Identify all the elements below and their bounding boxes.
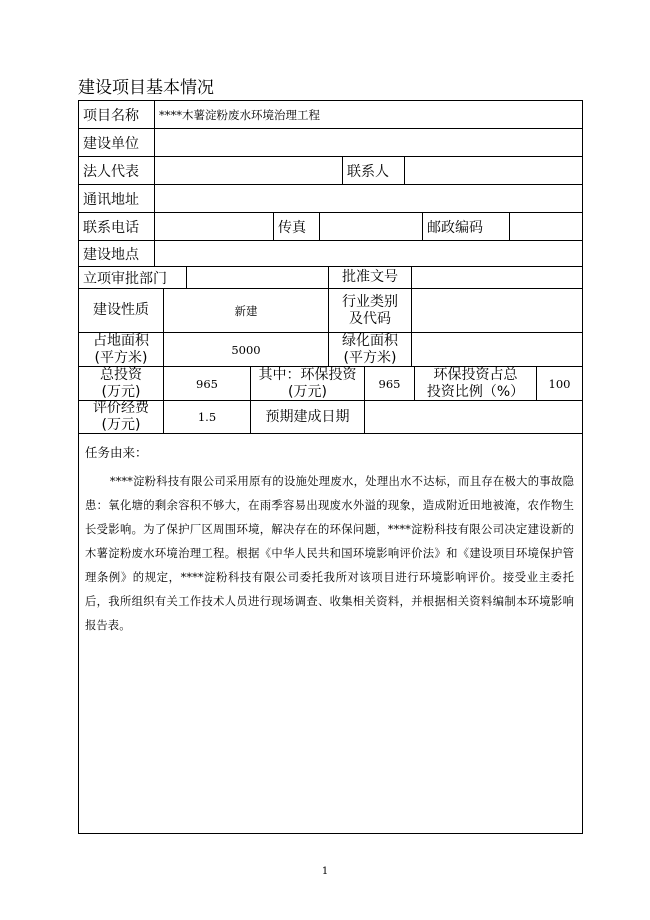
env-ratio-label-line2: 投资比例（%） xyxy=(426,383,525,400)
phone-value[interactable] xyxy=(155,213,274,241)
env-investment-label xyxy=(251,367,365,401)
green-area-value[interactable] xyxy=(412,333,582,367)
industry-value[interactable] xyxy=(412,289,582,333)
task-origin-heading: 任务由来： xyxy=(85,445,148,460)
green-area-label xyxy=(329,333,412,367)
contact-value[interactable] xyxy=(405,157,582,185)
postcode-value[interactable] xyxy=(510,213,582,241)
postcode-label: 邮政编码 xyxy=(423,213,510,241)
nature-label: 建设性质 xyxy=(79,289,164,333)
fee-label-line1: 评价经费 xyxy=(93,401,149,416)
approval-doc-label: 批准文号 xyxy=(329,267,412,289)
fee-label-line2: (万元) xyxy=(101,417,141,433)
approval-dept-value[interactable] xyxy=(187,267,329,289)
total-investment-label-line2: (万元) xyxy=(101,383,141,400)
env-investment-label-line1: 其中：环保投资 xyxy=(258,367,357,383)
industry-label xyxy=(329,289,412,333)
approval-dept-label: 立项审批部门 xyxy=(79,267,187,289)
total-investment-label-line1: 总投资 xyxy=(100,367,142,383)
env-ratio-label xyxy=(415,367,537,401)
green-area-label-line1: 绿化面积 xyxy=(342,333,398,349)
env-ratio-label-line1: 环保投资占总 xyxy=(433,367,518,383)
env-investment-label-line2: (万元) xyxy=(288,383,327,400)
task-origin-section xyxy=(79,440,582,638)
address-value[interactable] xyxy=(155,185,582,213)
fax-value[interactable] xyxy=(320,213,423,241)
env-investment-value[interactable]: 965 xyxy=(365,367,415,401)
project-name-value[interactable]: ****木薯淀粉废水环境治理工程 xyxy=(155,101,582,129)
area-label-line2: (平方米) xyxy=(94,349,148,366)
page-number: 1 xyxy=(321,866,329,877)
project-name-label: 项目名称 xyxy=(79,101,155,129)
area-label-line1: 占地面积 xyxy=(93,333,149,349)
builder-label: 建设单位 xyxy=(79,129,155,157)
builder-value[interactable] xyxy=(155,129,582,157)
industry-label-line1: 行业类别 xyxy=(342,293,398,310)
area-label xyxy=(79,333,164,367)
area-value[interactable]: 5000 xyxy=(164,333,329,367)
approval-doc-value[interactable] xyxy=(412,267,582,289)
legal-rep-label: 法人代表 xyxy=(79,157,155,185)
phone-label: 联系电话 xyxy=(79,213,155,241)
fee-label xyxy=(79,401,164,434)
total-investment-label xyxy=(79,367,164,401)
total-investment-value[interactable]: 965 xyxy=(164,367,251,401)
location-value[interactable] xyxy=(155,241,582,267)
green-area-label-line2: (平方米) xyxy=(343,349,397,366)
section-title: 建设项目基本情况 xyxy=(78,78,214,98)
project-info-table xyxy=(78,100,583,834)
task-origin-paragraph: ****淀粉科技有限公司采用原有的设施处理废水，处理出水不达标，而且存在极大的事故隐患：氧化塘的剩余容积不够大，在雨季容易出现废水外溢的现象，造成附近田地被淹，农作物生长受影响。为了保护厂区周围环境，解决存在的环保问题，****淀粉科技有限公司决定建设新的木薯淀粉废水环境治理工程。根据《中华人民共和国环境影响评价法》和《建设项目环境保护管理条例》的规定，****淀粉科技有限公司委托我所对该项目进行环境影响评价。接受业主委托后，我所组织有关工作技术人员进行现场调查、收集相关资料，并根据相关资料编制本环境影响报告表。 xyxy=(85,475,574,632)
nature-value[interactable]: 新建 xyxy=(164,289,329,333)
contact-label: 联系人 xyxy=(343,157,405,185)
address-label: 通讯地址 xyxy=(79,185,155,213)
completion-date-label: 预期建成日期 xyxy=(251,401,365,434)
fee-value[interactable]: 1.5 xyxy=(164,401,251,434)
industry-label-line2: 及代码 xyxy=(349,310,391,327)
completion-date-value[interactable] xyxy=(365,401,582,434)
env-ratio-value[interactable]: 100 xyxy=(537,367,582,401)
legal-rep-value[interactable] xyxy=(155,157,343,185)
fax-label: 传真 xyxy=(274,213,320,241)
location-label: 建设地点 xyxy=(79,241,155,267)
